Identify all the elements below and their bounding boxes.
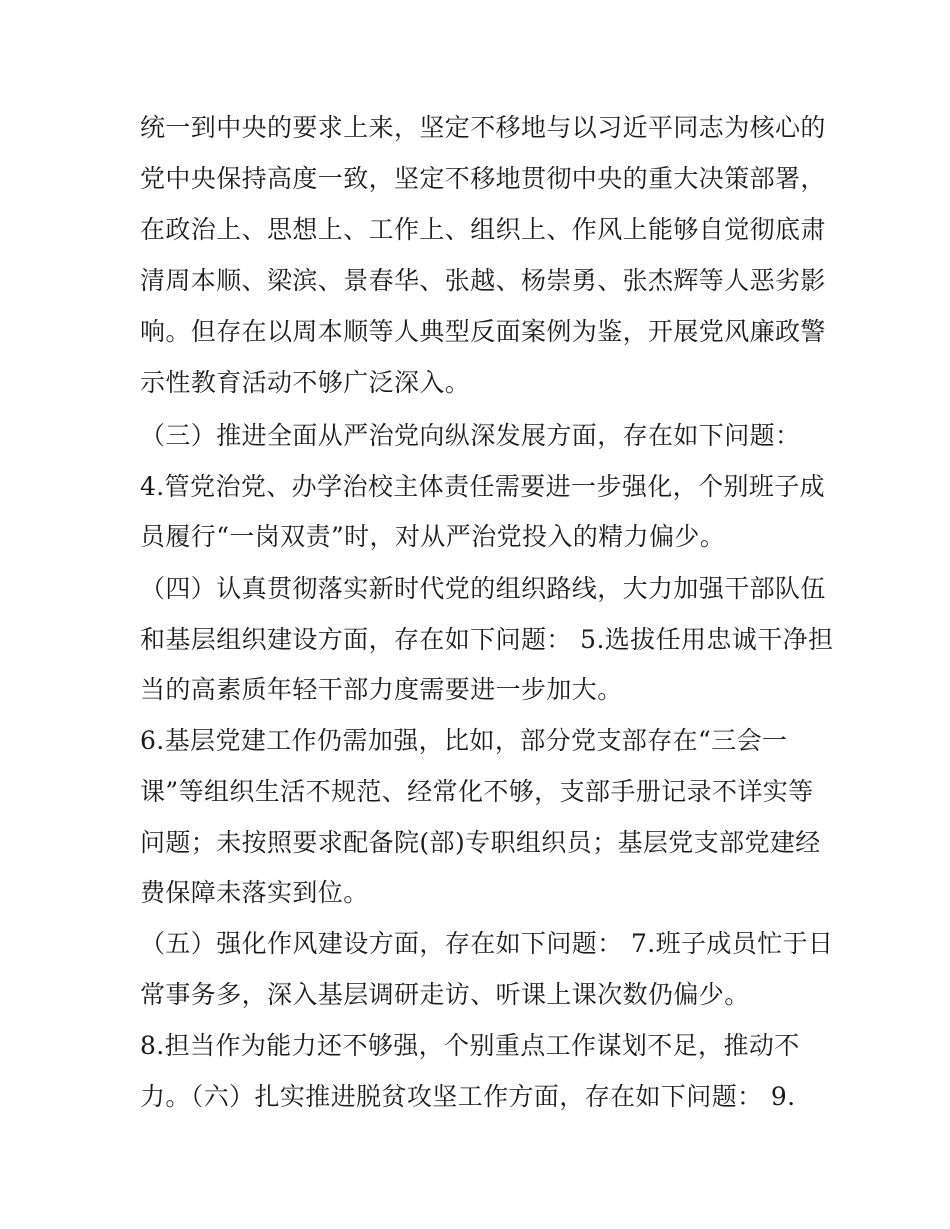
text-line: 统一到中央的要求上来，坚定不移地与以习近平同志为核心的 — [140, 113, 826, 142]
section-heading: （三）推进全面从严治党向纵深发展方面，存在如下问题： — [140, 421, 801, 450]
text-line: 力。（六）扎实推进脱贫攻坚工作方面，存在如下问题： 9. — [140, 1082, 796, 1111]
text-line: 8.担当作为能力还不够强，个别重点工作谋划不足，推动不 — [140, 1031, 800, 1060]
text-line: 响。但存在以周本顺等人典型反面案例为鉴，开展党风廉政警 — [140, 317, 826, 346]
text-line: 和基层组织建设方面，存在如下问题： 5.选拔任用忠诚干净担 — [140, 625, 834, 654]
text-line: 员履行“一岗双责”时，对从严治党投入的精力偏少。 — [140, 522, 726, 551]
text-line: 示性教育活动不够广泛深入。 — [140, 368, 471, 397]
text-line: 党中央保持高度一致，坚定不移地贯彻中央的重大决策部署， — [140, 164, 826, 193]
text-line: 问题；未按照要求配备院(部)专职组织员；基层党支部党建经 — [140, 828, 821, 857]
section-heading: （四）认真贯彻落实新时代党的组织路线，大力加强干部队伍 — [140, 574, 826, 603]
text-line: 在政治上、思想上、工作上、组织上、作风上能够自觉彻底肃 — [140, 215, 826, 244]
text-line: 清周本顺、梁滨、景春华、张越、杨崇勇、张杰辉等人恶劣影 — [140, 266, 826, 295]
text-line: 4.管党治党、办学治校主体责任需要进一步强化，个别班子成 — [140, 472, 826, 501]
section-heading: （五）强化作风建设方面，存在如下问题： 7.班子成员忙于日 — [140, 929, 834, 958]
text-line: 6.基层党建工作仍需加强，比如，部分党支部存在“三会一 — [140, 726, 788, 755]
text-line: 课”等组织生活不规范、经常化不够，支部手册记录不详实等 — [140, 777, 814, 806]
text-line: 当的高素质年轻干部力度需要进一步加大。 — [140, 675, 623, 704]
text-line: 常事务多，深入基层调研走访、听课上课次数仍偏少。 — [140, 980, 750, 1009]
text-line: 费保障未落实到位。 — [140, 878, 369, 907]
